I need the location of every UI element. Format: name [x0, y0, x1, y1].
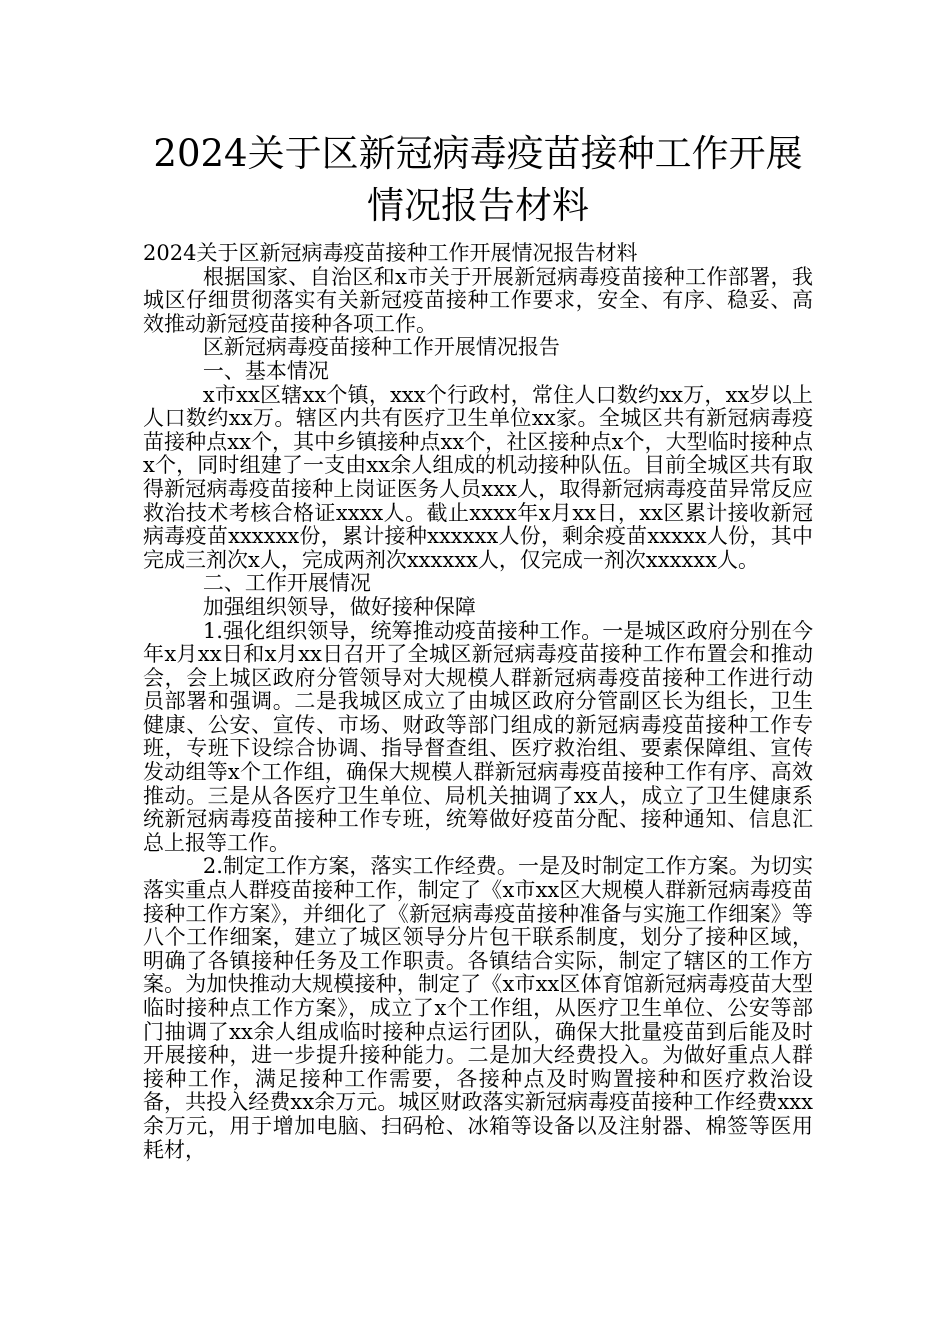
body-paragraph: x市xx区辖xx个镇，xxx个行政村，常住人口数约xx万，xx岁以上人口数约xx万。辖区内共有医疗卫生单位xx家。全城区共有新冠病毒疫苗接种点xx个，其中乡镇接种点xx个，社区接种点x个，大型临时接种点x个，同时组建了一支由xx余人组成的机动接种队伍。目前全城区共有取得新冠病毒疫苗接种上岗证医务人员xxx人，取得新冠病毒疫苗异常反应救治技术考核合格证xxxx人。截止xxxx年x月xx日，xx区累计接收新冠病毒疫苗xxxxxx份，累计接种xxxxxx人份，剩余疫苗xxxxx人份，其中完成三剂次x人，完成两剂次xxxxxx人，仅完成一剂次xxxxxx人。	[143, 382, 813, 572]
body-paragraph: 1.强化组织领导，统筹推动疫苗接种工作。一是城区政府分别在今年x月xx日和x月xx日召开了全城区新冠病毒疫苗接种工作布置会和推动会，会上城区政府分管领导对大规模人群新冠病毒疫苗接种工作进行动员部署和强调。二是我城区成立了由城区政府分管副区长为组长，卫生健康、公安、宣传、市场、财政等部门组成的新冠病毒疫苗接种工作专班，专班下设综合协调、指导督查组、医疗救治组、要素保障组、宣传发动组等x个工作组，确保大规模人群新冠病毒疫苗接种工作有序、高效推动。三是从各医疗卫生单位、局机关抽调了xx人，成立了卫生健康系统新冠病毒疫苗接种工作专班，统筹做好疫苗分配、接种通知、信息汇总上报等工作。	[143, 618, 813, 855]
body-paragraph: 2024关于区新冠病毒疫苗接种工作开展情况报告材料	[143, 241, 638, 265]
body-paragraph: 区新冠病毒疫苗接种工作开展情况报告	[202, 335, 560, 360]
body-paragraph: 加强组织领导，做好接种保障	[202, 594, 476, 619]
document-page	[143, 128, 813, 1162]
document-body	[143, 242, 813, 1162]
body-paragraph: 一、基本情况	[202, 358, 329, 383]
body-paragraph: 2.制定工作方案，落实工作经费。一是及时制定工作方案。为切实落实重点人群疫苗接种工作，制定了《x市xx区大规模人群新冠病毒疫苗接种工作方案》，并细化了《新冠病毒疫苗接种准备与实施工作细案》等八个工作细案，建立了城区领导分片包干联系制度，划分了接种区域，明确了各镇接种任务及工作职责。各镇结合实际，制定了辖区的工作方案。为加快推动大规模接种，制定了《x市xx区体育馆新冠病毒疫苗大型临时接种点工作方案》，成立了x个工作组，从医疗卫生单位、公安等部门抽调了xx余人组成临时接种点运行团队，确保大批量疫苗到后能及时开展接种，进一步提升接种能力。二是加大经费投入。为做好重点人群接种工作，满足接种工作需要，各接种点及时购置接种和医疗救治设备，共投入经费xx余万元。城区财政落实新冠病毒疫苗接种工作经费xxx余万元，用于增加电脑、扫码枪、冰箱等设备以及注射器、棉签等医用耗材，	[143, 854, 813, 1162]
body-paragraph: 根据国家、自治区和x市关于开展新冠病毒疫苗接种工作部署，我城区仔细贯彻落实有关新冠疫苗接种工作要求，安全、有序、稳妥、高效推动新冠疫苗接种各项工作。	[143, 264, 813, 336]
body-paragraph: 二、工作开展情况	[202, 571, 371, 596]
document-title: 2024关于区新冠病毒疫苗接种工作开展情况报告材料	[153, 132, 803, 227]
